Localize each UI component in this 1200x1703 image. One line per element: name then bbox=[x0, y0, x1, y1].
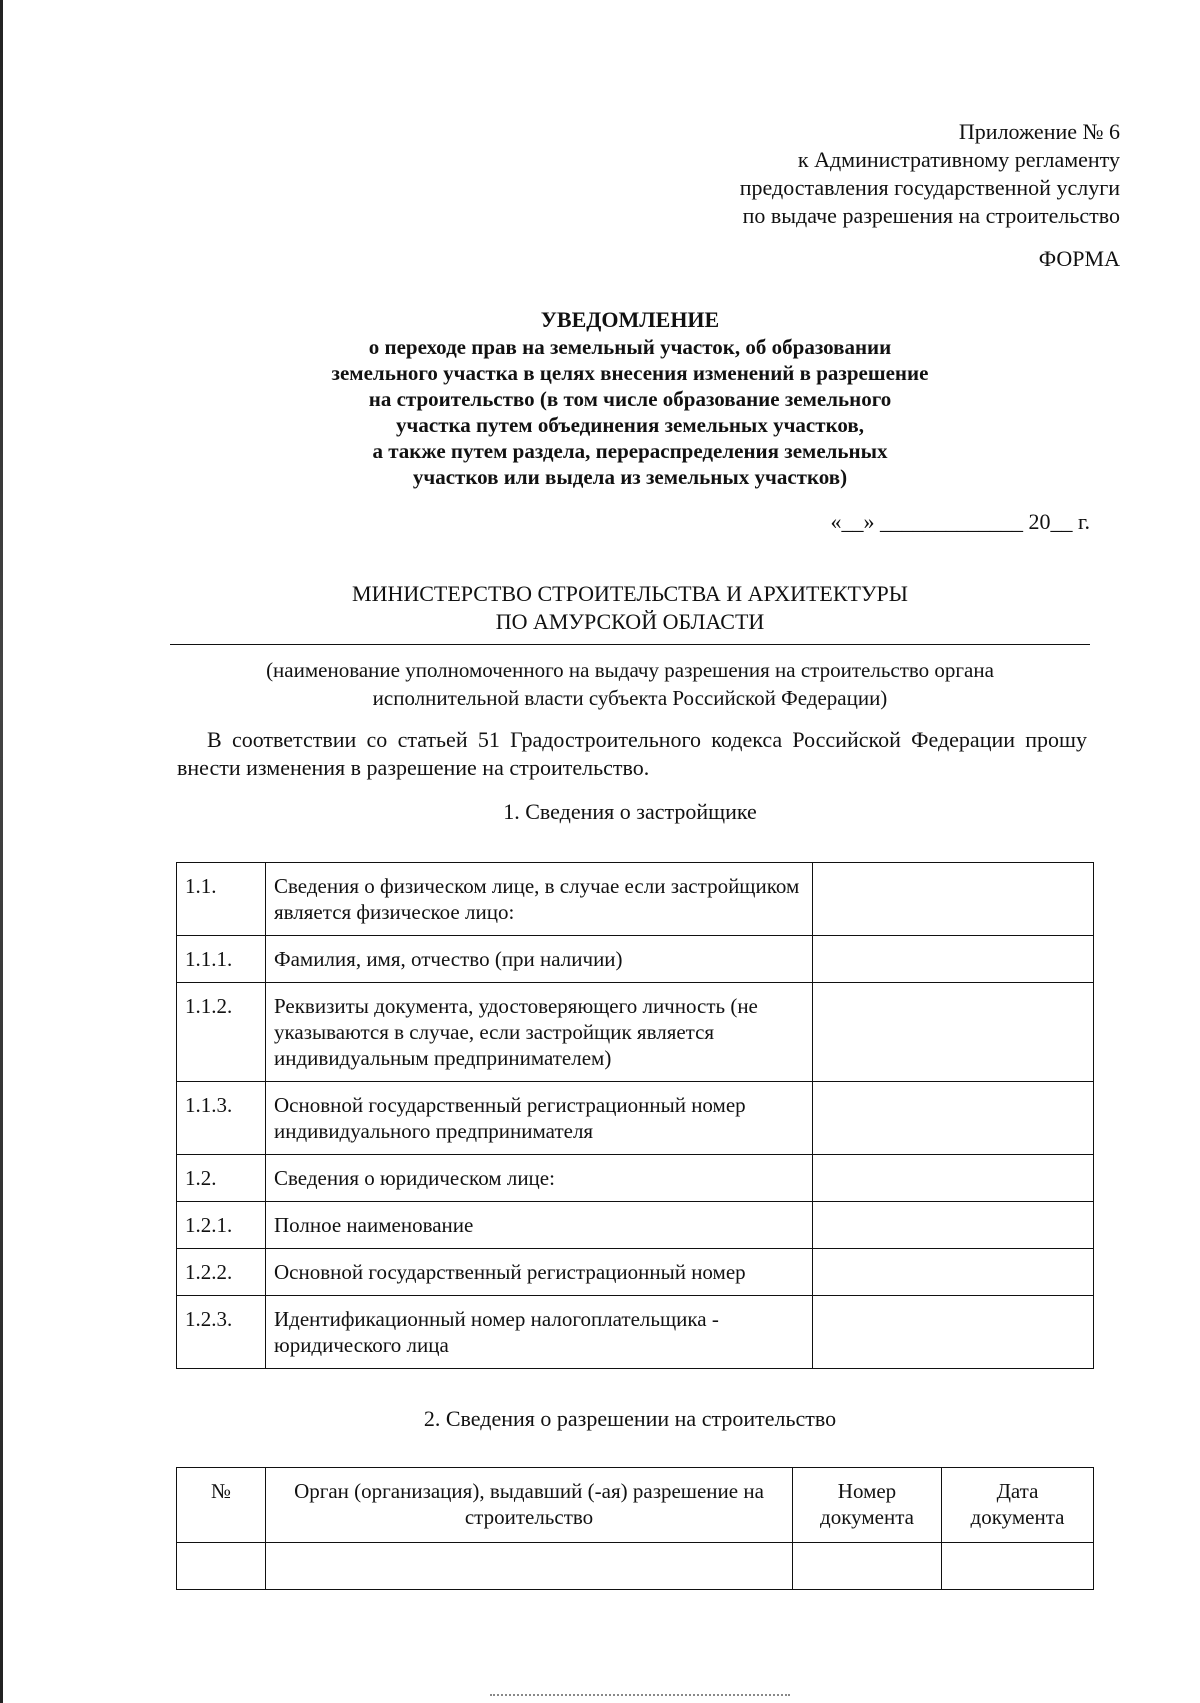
developer-info-table bbox=[176, 862, 1094, 1369]
cell-number[interactable] bbox=[177, 1543, 266, 1590]
title-line: о переходе прав на земельный участок, об образовании bbox=[368, 335, 892, 359]
table-header-row bbox=[177, 1468, 1094, 1543]
row-description: Сведения о физическом лице, в случае если застройщиком является физическое лицо: bbox=[266, 863, 813, 936]
table-row bbox=[177, 863, 1094, 936]
table-row bbox=[177, 1155, 1094, 1202]
row-value-cell[interactable] bbox=[813, 1082, 1094, 1155]
table-row bbox=[177, 1249, 1094, 1296]
table-row bbox=[177, 936, 1094, 983]
appendix-header bbox=[740, 118, 1120, 230]
document-title bbox=[250, 306, 1010, 490]
row-number: 1.2. bbox=[177, 1155, 266, 1202]
table-row bbox=[177, 1296, 1094, 1369]
row-number: 1.2.3. bbox=[177, 1296, 266, 1369]
appendix-line: по выдаче разрешения на строительство bbox=[742, 203, 1120, 228]
row-value-cell[interactable] bbox=[813, 1202, 1094, 1249]
title-line: участка путем объединения земельных участков, bbox=[396, 413, 864, 437]
permit-info-table bbox=[176, 1467, 1094, 1590]
row-value-cell[interactable] bbox=[813, 936, 1094, 983]
caption-line: (наименование уполномоченного на выдачу разрешения на строительство органа bbox=[266, 658, 994, 682]
section2-title: 2. Сведения о разрешении на строительство bbox=[423, 1406, 837, 1431]
row-description: Сведения о юридическом лице: bbox=[266, 1155, 813, 1202]
ministry-name bbox=[170, 580, 1090, 636]
row-description: Основной государственный регистрационный номер bbox=[266, 1249, 813, 1296]
table-row bbox=[177, 1202, 1094, 1249]
row-value-cell[interactable] bbox=[813, 983, 1094, 1082]
title-line: а также путем раздела, перераспределения земельных bbox=[372, 439, 888, 463]
request-paragraph: В соответствии со статьей 51 Градостроительного кодекса Российской Федерации прошу внести изменения в разрешение на строительство. bbox=[177, 727, 1087, 780]
ministry-underline bbox=[170, 644, 1090, 645]
column-header-number: № bbox=[177, 1468, 266, 1543]
cell-doc-date[interactable] bbox=[942, 1543, 1094, 1590]
table-row bbox=[177, 983, 1094, 1082]
row-description: Фамилия, имя, отчество (при наличии) bbox=[266, 936, 813, 983]
row-number: 1.1.2. bbox=[177, 983, 266, 1082]
cell-doc-number[interactable] bbox=[793, 1543, 942, 1590]
cell-issuer[interactable] bbox=[266, 1543, 793, 1590]
row-value-cell[interactable] bbox=[813, 1155, 1094, 1202]
title-line: участков или выдела из земельных участков) bbox=[412, 465, 848, 489]
row-value-cell[interactable] bbox=[813, 1296, 1094, 1369]
row-description: Основной государственный регистрационный номер индивидуального предпринимателя bbox=[266, 1082, 813, 1155]
scan-edge bbox=[0, 0, 3, 1703]
row-number: 1.2.2. bbox=[177, 1249, 266, 1296]
scan-artifact bbox=[490, 1694, 790, 1699]
caption-line: исполнительной власти субъекта Российской Федерации) bbox=[372, 686, 888, 710]
column-header-doc-number: Номер документа bbox=[793, 1468, 942, 1543]
row-value-cell[interactable] bbox=[813, 1249, 1094, 1296]
column-header-doc-date: Дата документа bbox=[942, 1468, 1094, 1543]
table-row bbox=[177, 1082, 1094, 1155]
title-line: на строительство (в том числе образование земельного bbox=[368, 387, 892, 411]
ministry-caption bbox=[170, 656, 1090, 712]
row-description: Реквизиты документа, удостоверяющего личность (не указываются в случае, если застройщик является индивидуальным предпринимателем) bbox=[266, 983, 813, 1082]
row-description: Полное наименование bbox=[266, 1202, 813, 1249]
ministry-line: МИНИСТЕРСТВО СТРОИТЕЛЬСТВА И АРХИТЕКТУРЫ bbox=[352, 581, 908, 606]
section1-title: 1. Сведения о застройщике bbox=[503, 799, 757, 824]
table-row bbox=[177, 1543, 1094, 1590]
appendix-line: предоставления государственной услуги bbox=[739, 175, 1120, 200]
form-label: ФОРМА bbox=[1038, 246, 1120, 271]
row-value-cell[interactable] bbox=[813, 863, 1094, 936]
appendix-line: Приложение № 6 bbox=[958, 119, 1120, 144]
title-line: земельного участка в целях внесения изменений в разрешение bbox=[331, 361, 929, 385]
row-description: Идентификационный номер налогоплательщика - юридического лица bbox=[266, 1296, 813, 1369]
row-number: 1.1. bbox=[177, 863, 266, 936]
row-number: 1.1.3. bbox=[177, 1082, 266, 1155]
column-header-issuer: Орган (организация), выдавший (-ая) разрешение на строительство bbox=[266, 1468, 793, 1543]
row-number: 1.1.1. bbox=[177, 936, 266, 983]
title-main: УВЕДОМЛЕНИЕ bbox=[540, 307, 720, 332]
date-field[interactable]: «__» _____________ 20__ г. bbox=[830, 509, 1090, 534]
ministry-line: ПО АМУРСКОЙ ОБЛАСТИ bbox=[495, 609, 765, 634]
row-number: 1.2.1. bbox=[177, 1202, 266, 1249]
appendix-line: к Административному регламенту bbox=[797, 147, 1120, 172]
